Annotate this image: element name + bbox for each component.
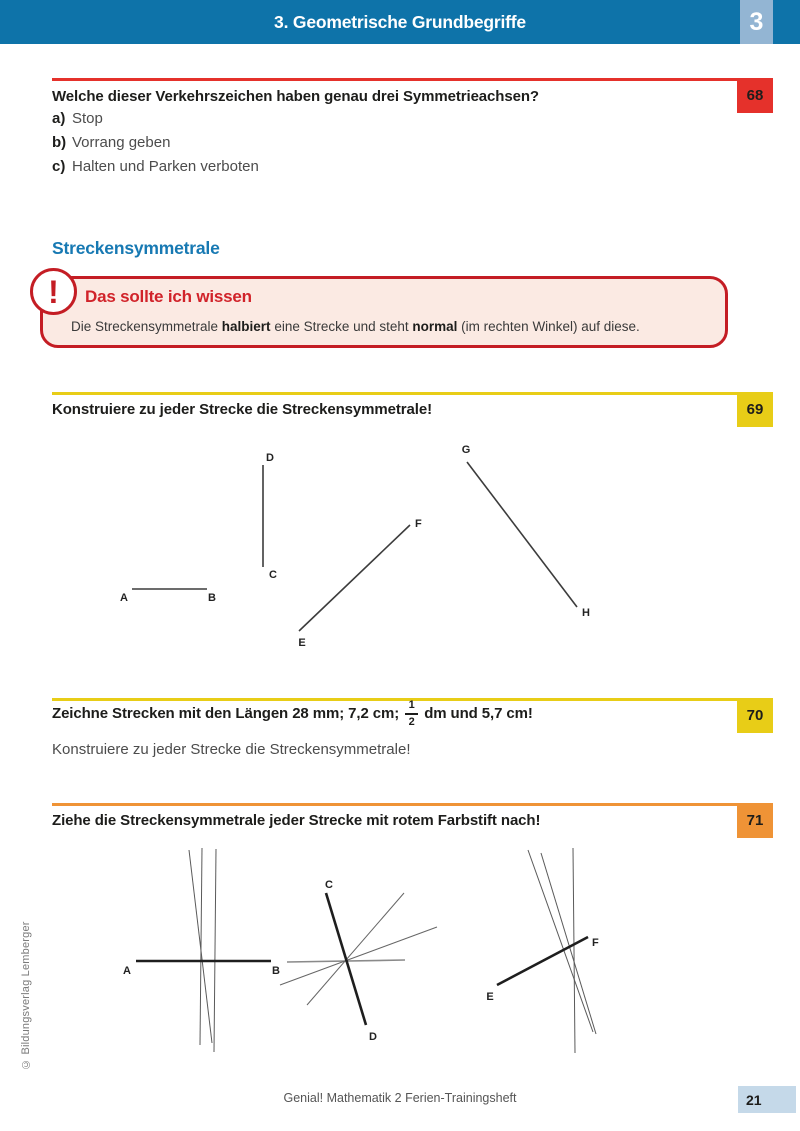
point-label-E: E	[298, 637, 306, 649]
exercise-71-question: Ziehe die Streckensymmetrale jeder Strecke mit rotem Farbstift nach!	[52, 812, 541, 829]
exercise-68-options	[52, 106, 552, 178]
chapter-header-bar	[0, 0, 800, 44]
point-label-F: F	[415, 518, 422, 530]
point-label-C: C	[325, 879, 333, 891]
exercise-69-figure	[0, 440, 800, 665]
exercise-68-rule	[52, 78, 737, 81]
exclamation-icon: !	[30, 268, 77, 315]
exercise-71-rule	[52, 803, 737, 806]
info-box-title: Das sollte ich wissen	[85, 287, 252, 306]
info-box-text: Die Streckensymmetrale halbiert eine Strecke und steht normal (im rechten Winkel) auf diese.	[71, 319, 640, 334]
publisher-copyright: © Bildungsverlag Lemberger	[20, 921, 32, 1070]
option-c-text: Halten und Parken verboten	[72, 157, 259, 175]
option-a-key: a)	[52, 109, 66, 127]
chapter-title: 3. Geometrische Grundbegriffe	[274, 11, 526, 32]
candidate-line	[280, 927, 437, 985]
chapter-number-tab	[740, 0, 773, 44]
segment-GH	[467, 462, 577, 607]
candidate-line	[541, 853, 596, 1034]
point-label-G: G	[461, 444, 471, 456]
candidate-line	[573, 848, 575, 1053]
point-label-A: A	[120, 592, 128, 604]
exercise-69-rule	[52, 392, 737, 395]
option-a	[52, 106, 552, 130]
fraction-one-half	[405, 700, 418, 728]
info-box	[40, 273, 728, 348]
option-c	[52, 154, 552, 178]
exercise-68-number-badge: 68	[737, 78, 773, 113]
point-label-H: H	[582, 607, 590, 619]
point-label-F: F	[592, 937, 599, 949]
point-label-B: B	[272, 965, 280, 977]
option-b	[52, 130, 552, 154]
chapter-number: 3	[749, 7, 764, 36]
candidate-line	[214, 849, 216, 1052]
segment-EF	[299, 525, 410, 631]
fraction-numerator: 1	[408, 699, 415, 711]
option-c-key: c)	[52, 157, 66, 175]
point-label-D: D	[369, 1031, 377, 1043]
point-label-C: C	[269, 569, 277, 581]
footer-book-title: Genial! Mathematik 2 Ferien-Trainingsheft	[283, 1091, 517, 1105]
point-label-A: A	[123, 965, 131, 977]
option-b-text: Vorrang geben	[72, 133, 171, 151]
section-heading: Streckensymmetrale	[52, 238, 220, 258]
option-b-key: b)	[52, 133, 67, 151]
point-label-D: D	[266, 452, 274, 464]
segment-CD	[326, 893, 366, 1025]
exercise-70-number-badge: 70	[737, 698, 773, 733]
page-number-badge: 21	[738, 1086, 796, 1113]
exercise-71-figure	[0, 845, 800, 1075]
point-label-B: B	[208, 592, 216, 604]
point-label-E: E	[486, 991, 494, 1003]
exercise-71-number-badge: 71	[737, 803, 773, 838]
fraction-denominator: 2	[408, 715, 415, 728]
exercise-68-question: Welche dieser Verkehrszeichen haben genau drei Symmetrieachsen?	[52, 88, 539, 105]
exercise-69-question: Konstruiere zu jeder Strecke die Streckensymmetrale!	[52, 401, 432, 418]
exercise-69-number-badge: 69	[737, 392, 773, 427]
exercise-70-subtext: Konstruiere zu jeder Strecke die Streckensymmetrale!	[52, 741, 411, 758]
candidate-line	[528, 850, 593, 1032]
exercise-70-question: Zeichne Strecken mit den Längen 28 mm; 7,2 cm; $\frac{1}{2}$ dm und 5,7 cm!	[52, 699, 533, 728]
option-a-text: Stop	[72, 109, 103, 127]
